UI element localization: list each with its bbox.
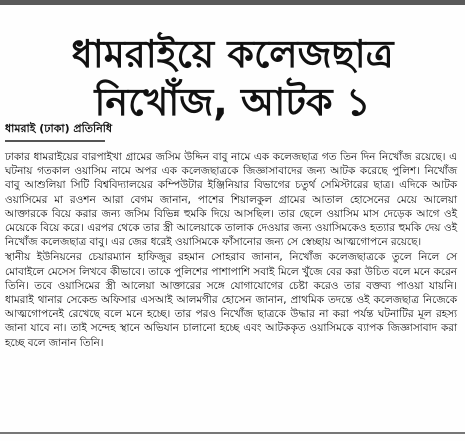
paragraph-2: স্থানীয় ইউনিয়নের চেয়ারম্যান হাফিজুর রহমান সোহরাব জানান, নিখোঁজ কলেজছাত্রকে তুলে নিলে সে মোবাইলে মেসেস লিখবে কীভাবে। তাকে পুলিশের পাশাপাশি সবাই মিলে খুঁজে বের করা উচিত বলে মনে করেন তিনি। তবে ওয়াসিমের স্ত্রী আলেয়া আক্তারের সঙ্গে যোগাযোগের চেষ্টা করেও তার বক্তব্য পাওয়া যায়নি। ধামরাই থানার সেকেন্ড অফিসার এসআই আলমগীর হোসেন জানান, প্রাথমিক তদন্তে ওই কলেজছাত্র নিজেকে আত্মগোপনেই রেখেছে বলে মনে হচ্ছে। তার পরও নিখোঁজ ছাত্রকে উদ্ধার না করা পর্যন্ত ঘটনাটির মূল রহস্য জানা যাবে না। তাই সন্দেহ স্থানে অভিযান চালানো হচ্ছে এবং আটককৃত ওয়াসিমকে ব্যাপক জিজ্ঞাসাবাদ করা হচ্ছে বলে জানান তিনি। — [5, 251, 457, 349]
top-rule — [0, 0, 465, 5]
headline-line-1: ধামরাইয়ে কলেজছাত্র — [71, 32, 394, 76]
headline — [0, 30, 465, 126]
article-body — [5, 150, 457, 350]
byline: ধামরাই (ঢাকা) প্রতিনিধি — [5, 122, 113, 135]
byline-rule — [5, 140, 105, 142]
bottom-rule — [0, 432, 465, 434]
paragraph-1: ঢাকার ধামরাইয়ের বারপাইখা গ্রামের জসিম উদ্দিন বাবু নামে এক কলেজছাত্র গত তিন দিন নিখোঁজ রয়েছে। এ ঘটনায় গতকাল ওয়াসিম নামে অপর এক কলেজছাত্রকে জিজ্ঞাসাবাদের জন্য আটক করেছে পুলিশ। নিখোঁজ বাবু আশুলিয়া সিটি বিশ্ববিদ্যালয়ের কম্পিউটার ইঞ্জিনিয়ার বিভাগের চতুর্থ সেমিস্টারের ছাত্র। এদিকে আটক ওয়াসিমের মা রওশন আরা বেগম জানান, পাশের শিয়ালকুল গ্রামের আতাল হোসেনের মেয়ে আলেয়া আক্তারকে বিয়ে করার জন্য জসিম বিভিন্ন হুমকি দিয়ে আসছিল। তার ছেলে ওয়াসিম মাস দেড়েক আগে ওই মেয়েকে বিয়ে করে। এরপর থেকে তার স্ত্রী আলেয়াকে তালাক দেওয়ার জন্য ওয়াসিমকেও হত্যার হুমকি দেয় ওই নিখোঁজ কলেজছাত্র বাবু। এর জের ধরেই ওয়াসিমকে ফাঁসানোর জন্য সে স্বেচ্ছায় আত্মগোপনে রয়েছে। — [5, 151, 457, 249]
headline-line-2: নিখোঁজ, আটক ১ — [94, 80, 371, 124]
